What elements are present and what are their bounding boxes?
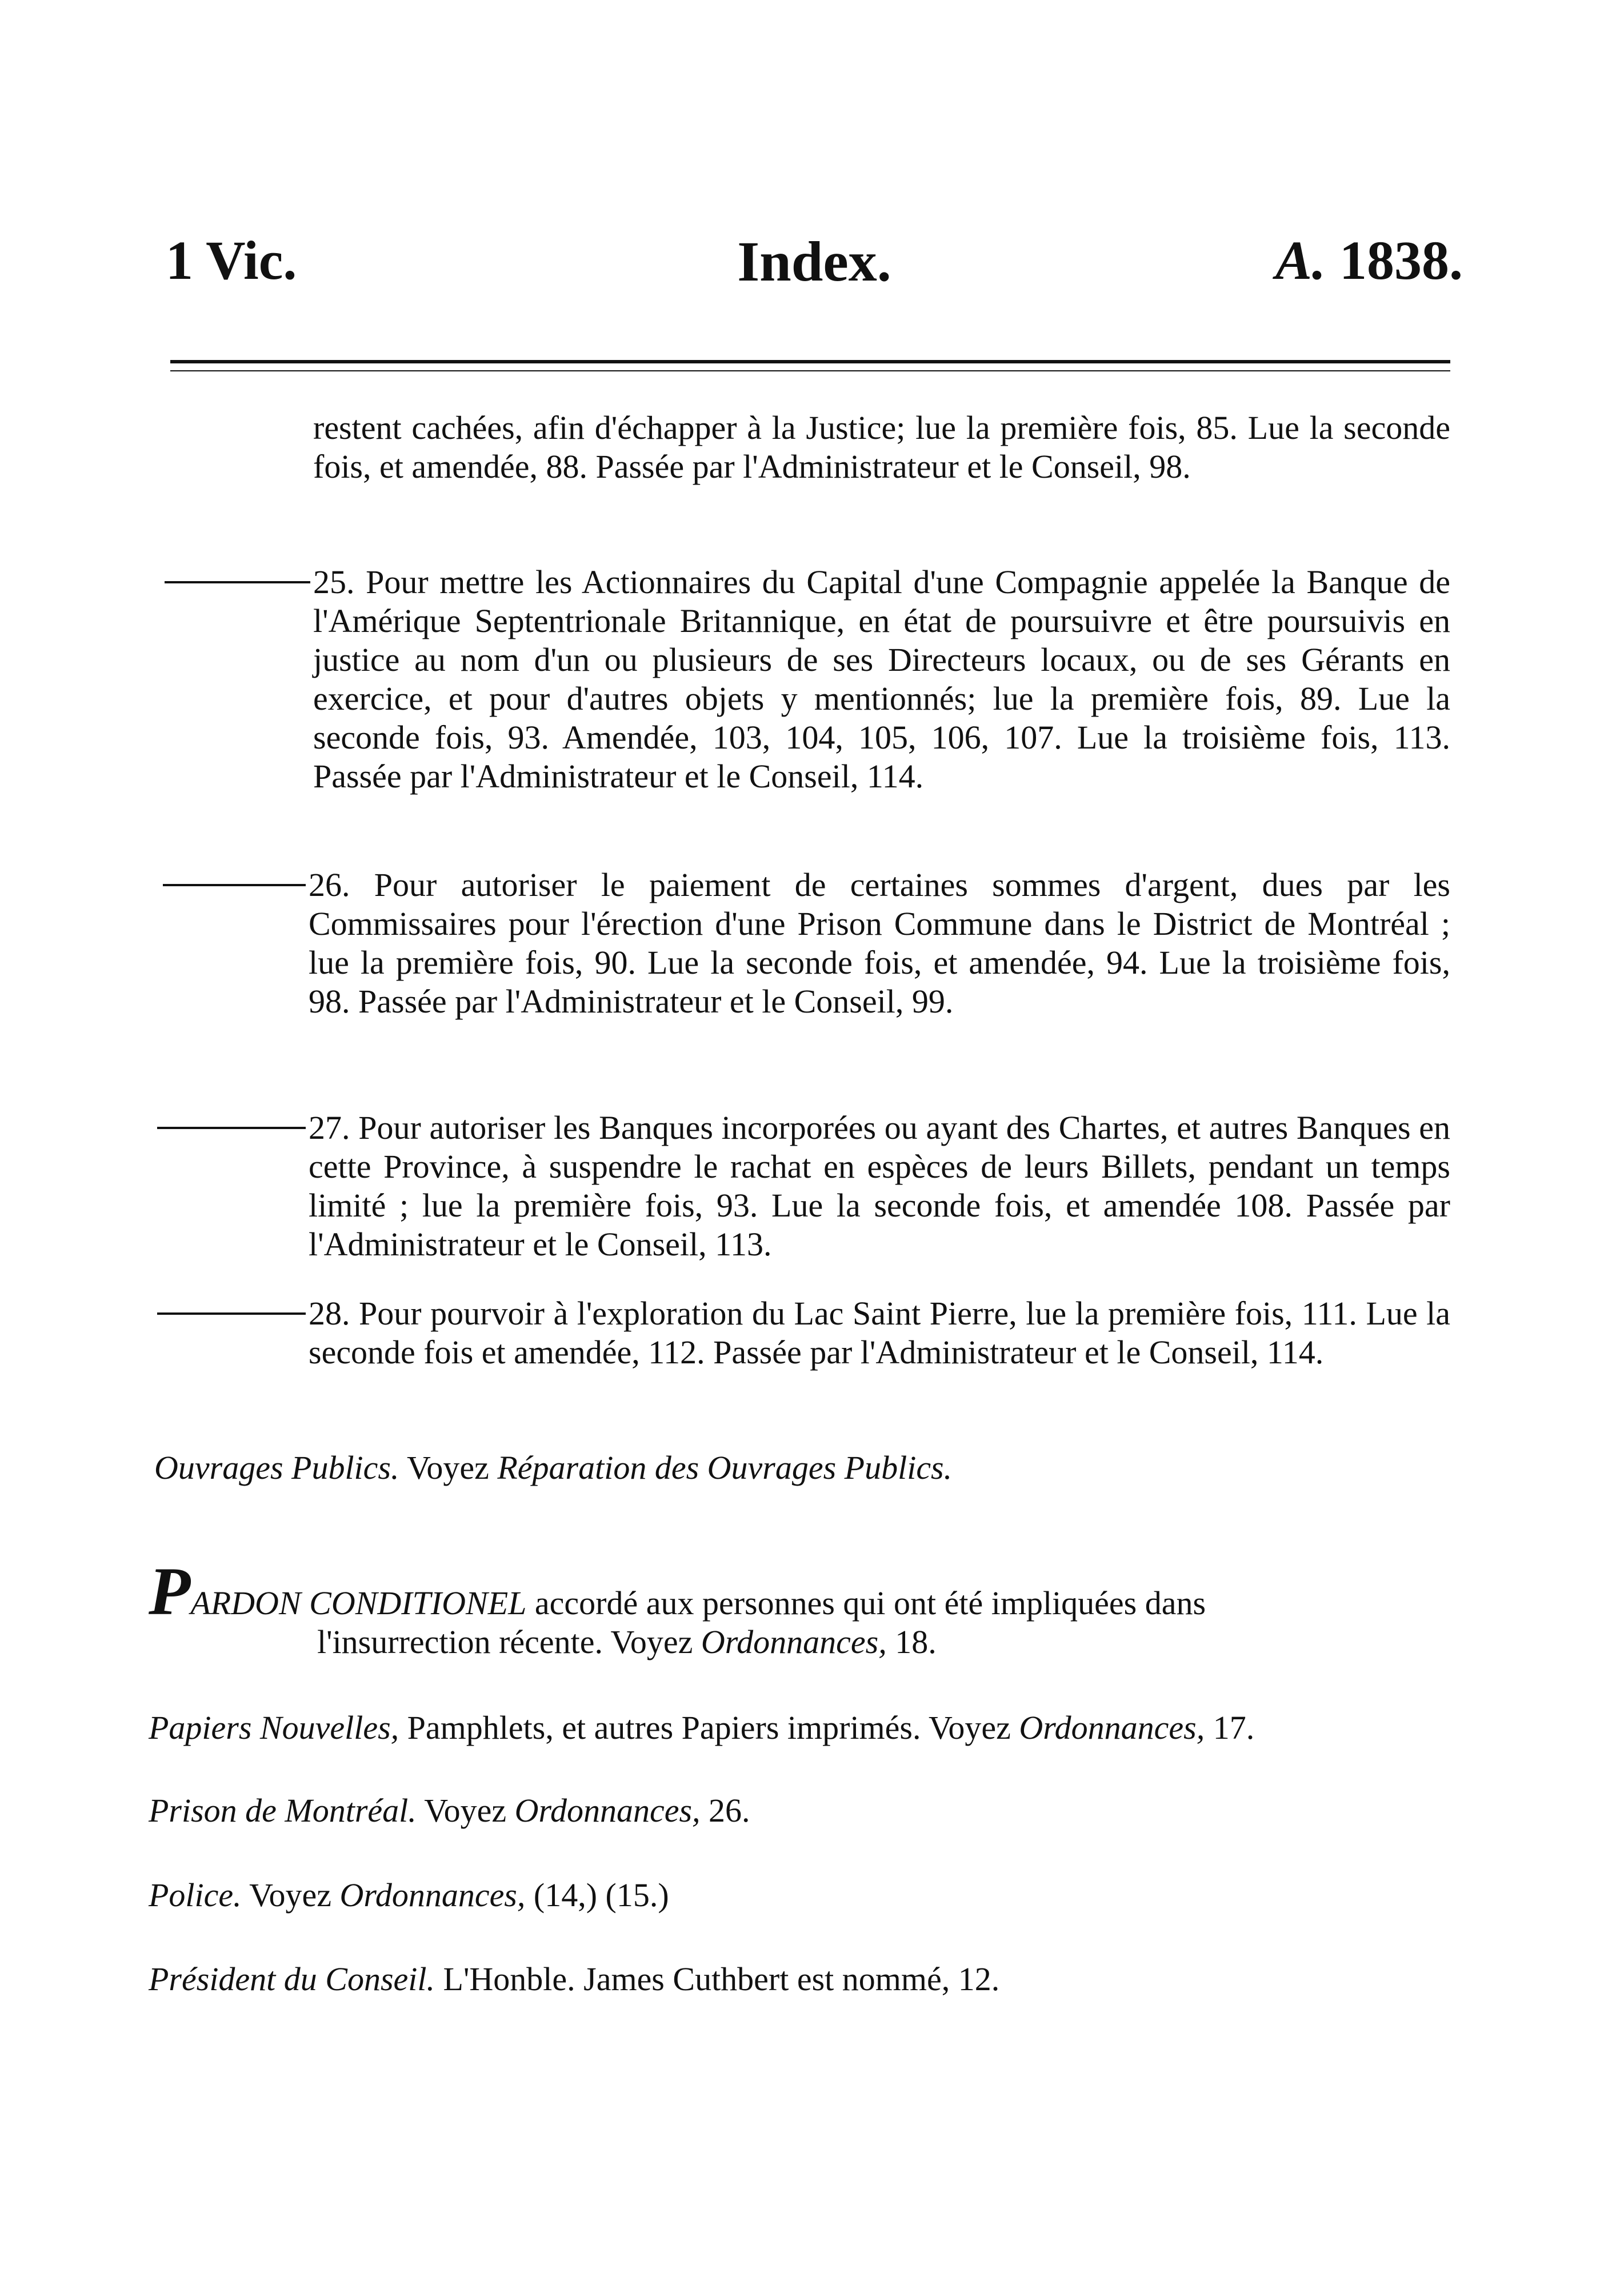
- index-ref-police: [149, 1876, 1457, 1915]
- index-entry-26: [309, 866, 1450, 1021]
- pardon-voyez: l'insurrection récente. Voyez: [317, 1623, 693, 1660]
- ref-target: Ordonnances,: [1019, 1709, 1205, 1746]
- ref-term: Prison de Montréal.: [149, 1792, 417, 1829]
- header-left-volume: 1 Vic.: [166, 230, 297, 291]
- entry-dash: [163, 884, 306, 886]
- header-rule-thin: [170, 370, 1450, 371]
- index-entry-pardon: [149, 1553, 1457, 1662]
- index-entry-25: [313, 563, 1450, 796]
- ref-num: (14,) (15.): [533, 1876, 669, 1914]
- entry-number: 26.: [309, 866, 350, 903]
- header-year: 1838.: [1339, 230, 1463, 291]
- ref-num: 12.: [958, 1960, 1000, 1998]
- entry-text-line1: accordé aux personnes qui ont été impliquées dans: [534, 1584, 1206, 1622]
- index-ref-president-conseil: [149, 1960, 1457, 1999]
- ref-target: Réparation des Ouvrages Publics.: [497, 1449, 953, 1486]
- entry-number: 25.: [313, 563, 355, 601]
- entry-text: restent cachées, afin d'échapper à la Justice; lue la première fois, 85. Lue la seconde fois, et amendée, 88. Passée par l'Administrateur et le Conseil, 98.: [313, 409, 1450, 485]
- entry-number: 27.: [309, 1109, 350, 1146]
- ref-mid: Voyez: [249, 1876, 332, 1914]
- index-entry-27: [309, 1109, 1450, 1264]
- entry-dash: [157, 1312, 306, 1315]
- ref-target: Ordonnances,: [514, 1792, 701, 1829]
- entry-dash: [157, 1127, 306, 1129]
- ref-num: 26.: [709, 1792, 750, 1829]
- header-title: Index.: [737, 230, 891, 293]
- pardon-num: 18.: [895, 1623, 937, 1660]
- ref-term: Président du Conseil.: [149, 1960, 435, 1998]
- entry-heading: ARDON CONDITIONEL: [190, 1584, 527, 1622]
- ref-num: 17.: [1213, 1709, 1255, 1746]
- entry-text: Pour autoriser les Banques incorporées ou ayant des Chartes, et autres Banques en cette Province, à suspendre le rachat en espèces de leurs Billets, pendant un temps limité ; lue la première fois, 93. Lue la seconde fois, et amendée 108. Passée par l'Administrateur et le Conseil, 113.: [309, 1109, 1450, 1263]
- drop-capital: P: [149, 1553, 191, 1629]
- entry-text: Pour mettre les Actionnaires du Capital d'une Compagnie appelée la Banque de l'Amérique Septentrionale Britannique, en état de poursuivre et être poursuivis en justice au nom d'un ou plusieurs de ses Directeurs locaux, ou de ses Gérants en exercice, et pour d'autres objets y mentionnés; lue la première fois, 89. Lue la seconde fois, 93. Amendée, 103, 104, 105, 106, 107. Lue la troisième fois, 113. Passée par l'Administrateur et le Conseil, 114.: [313, 563, 1450, 795]
- entry-text: Pour autoriser le paiement de certaines sommes d'argent, dues par les Commissaires pour l'érection d'une Prison Commune dans le District de Montréal ; lue la première fois, 90. Lue la seconde fois, et amendée, 94. Lue la troisième fois, 98. Passée par l'Administrateur et le Conseil, 99.: [309, 866, 1451, 1020]
- pardon-target: Ordonnances,: [701, 1623, 887, 1660]
- ref-term: Papiers Nouvelles,: [149, 1709, 399, 1746]
- ref-mid: Voyez: [424, 1792, 507, 1829]
- entry-text-line2: [317, 1623, 1457, 1662]
- index-entry-28: [309, 1294, 1450, 1372]
- index-ref-prison-montreal: [149, 1791, 1457, 1830]
- index-ref-ouvrages-publics: [154, 1448, 1463, 1487]
- ref-term: Police.: [149, 1876, 242, 1914]
- index-entry-continuation: [313, 409, 1450, 486]
- entry-dash: [165, 581, 310, 583]
- page-header: [166, 229, 1463, 309]
- header-right-year: [1275, 229, 1463, 292]
- index-ref-papiers-nouvelles: [149, 1708, 1457, 1747]
- ref-mid: Pamphlets, et autres Papiers imprimés. Voyez: [407, 1709, 1011, 1746]
- ref-voyez: Voyez: [406, 1449, 489, 1486]
- header-letter: A.: [1275, 230, 1326, 291]
- ref-term: Ouvrages Publics.: [154, 1449, 399, 1486]
- ref-target: Ordonnances,: [339, 1876, 526, 1914]
- ref-mid: L'Honble. James Cuthbert est nommé,: [443, 1960, 950, 1998]
- entry-text: Pour pourvoir à l'exploration du Lac Saint Pierre, lue la première fois, 111. Lue la seconde fois et amendée, 112. Passée par l'Administrateur et le Conseil, 114.: [309, 1295, 1451, 1371]
- entry-number: 28.: [309, 1295, 350, 1332]
- header-rule-thick: [170, 360, 1450, 363]
